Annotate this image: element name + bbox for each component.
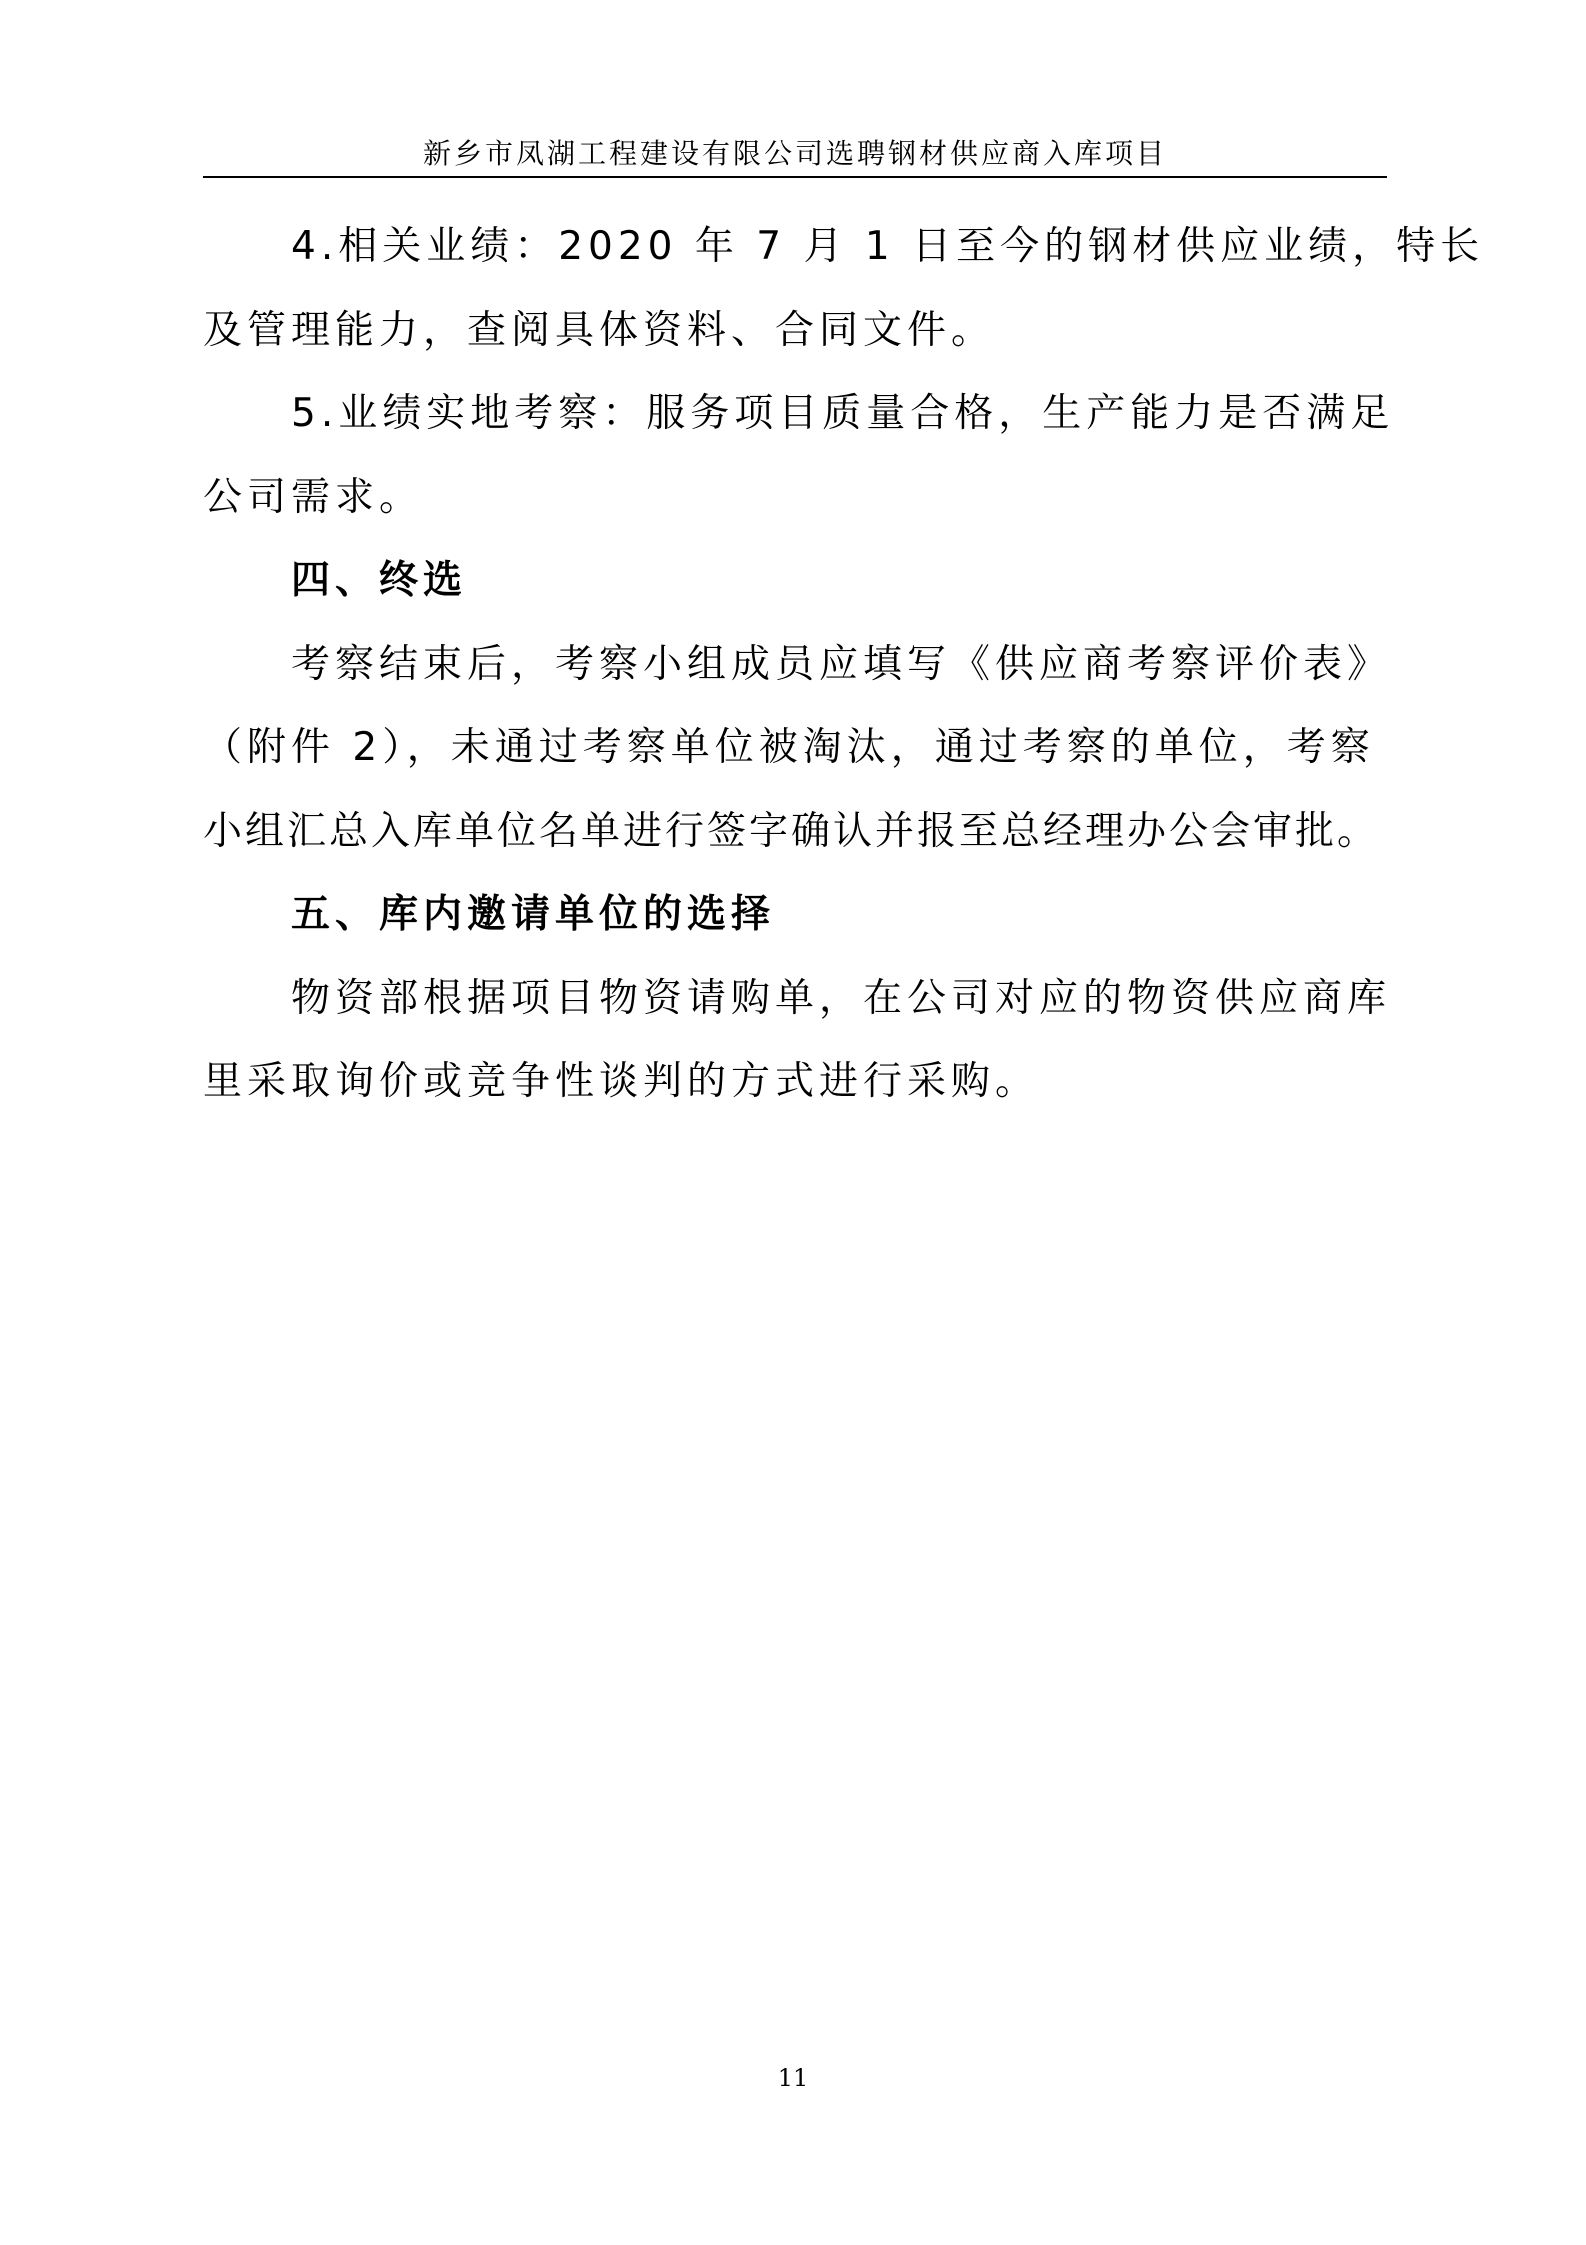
section-5-heading: 五、库内邀请单位的选择 <box>291 892 776 937</box>
item-4-paragraph <box>203 205 1485 372</box>
section-4-paragraph <box>203 623 1392 874</box>
section-5-line-2: 里采取询价或竞争性谈判的方式进行采购。 <box>203 1059 1040 1104</box>
section-4-line-1: 考察结束后，考察小组成员应填写《供应商考察评价表》 <box>291 641 1392 687</box>
section-5-paragraph <box>203 957 1392 1124</box>
section-4-heading: 四、终选 <box>291 558 468 603</box>
page-number: 11 <box>777 2064 809 2092</box>
item-5-line-2: 公司需求。 <box>203 474 424 520</box>
item-4-line-2: 及管理能力，查阅具体资料、合同文件。 <box>203 307 996 353</box>
header-divider <box>203 176 1387 178</box>
section-5-line-1: 物资部根据项目物资请购单，在公司对应的物资供应商库 <box>291 975 1392 1021</box>
section-4-line-2: （附件 2），未通过考察单位被淘汰，通过考察的单位，考察 <box>203 725 1375 770</box>
section-4-line-3: 小组汇总入库单位名单进行签字确认并报至总经理办公会审批。 <box>203 808 1380 854</box>
item-5-paragraph <box>203 372 1395 539</box>
page-header-title: 新乡市凤湖工程建设有限公司选聘钢材供应商入库项目 <box>422 137 1167 170</box>
document-body <box>203 205 1485 1124</box>
item-5-line-1: 5.业绩实地考察：服务项目质量合格，生产能力是否满足 <box>291 391 1395 436</box>
item-4-line-1: 4.相关业绩：2020 年 7 月 1 日至今的钢材供应业绩，特长 <box>291 224 1485 269</box>
